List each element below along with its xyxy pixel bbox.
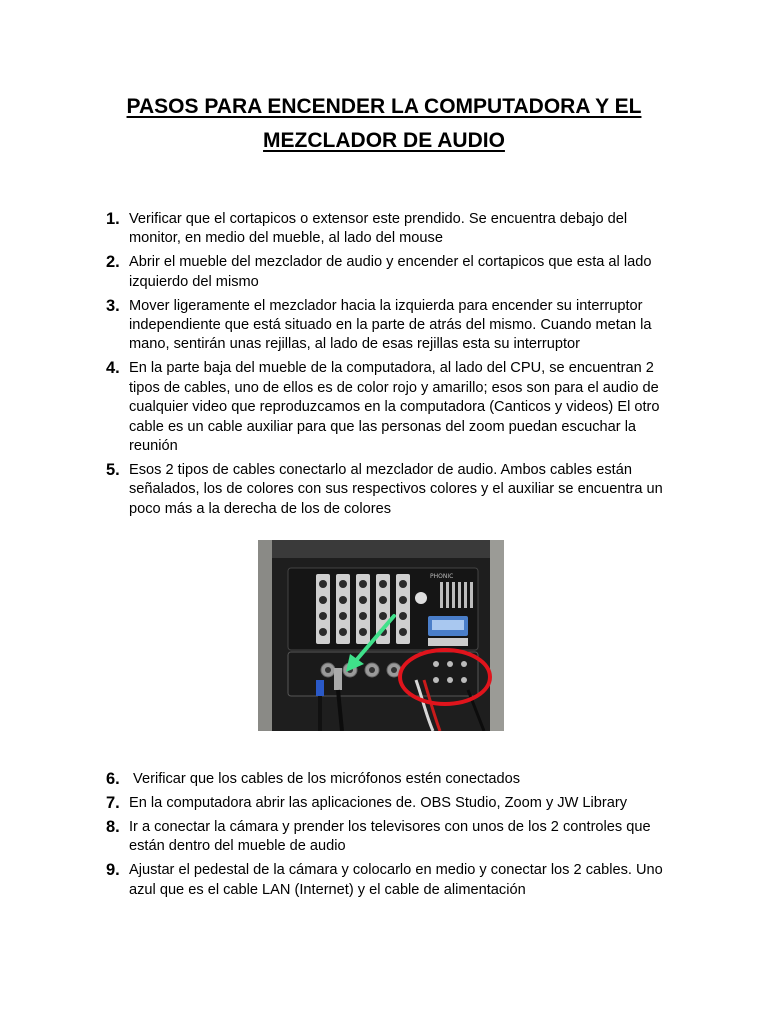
list-item	[106, 210, 666, 249]
mixer-photo	[258, 540, 504, 731]
step-number: 8.	[106, 817, 120, 836]
page-title	[60, 90, 708, 158]
step-text: Abrir el mueble del mezclador de audio y encender el cortapicos que esta al lado izquierdo del mismo	[129, 254, 652, 290]
step-text: Ajustar el pedestal de la cámara y colocarlo en medio y conectar los 2 cables. Uno azul que es el cable LAN (Internet) y el cable de alimentación	[129, 862, 663, 898]
step-text: Mover ligeramente el mezclador hacia la izquierda para encender su interruptor independiente que está situado en la parte de atrás del mismo. Cuando metan la mano, sentirán unas rejillas, al lado de esas rejillas esta su interruptor	[129, 297, 652, 353]
step-number: 3.	[106, 296, 120, 315]
step-number: 7.	[106, 793, 120, 812]
step-number: 1.	[106, 210, 120, 228]
step-text: Verificar que los cables de los micrófonos estén conectados	[129, 771, 521, 787]
step-number: 2.	[106, 253, 120, 272]
list-item	[106, 861, 666, 900]
step-number: 9.	[106, 861, 120, 880]
title-line-2: MEZCLADOR DE AUDIO	[263, 129, 505, 152]
list-item	[106, 770, 666, 789]
list-item	[106, 297, 666, 355]
steps-list-1	[106, 210, 666, 519]
step-number: 4.	[106, 359, 120, 378]
list-item	[106, 818, 666, 857]
step-text: Ir a conectar la cámara y prender los televisores con unos de los 2 controles que están dentro del mueble de audio	[129, 818, 651, 855]
step-text: Verificar que el cortapicos o extensor este prendido. Se encuentra debajo del monitor, en medio del mueble, al lado del mouse	[129, 211, 628, 247]
list-item	[106, 461, 666, 519]
step-text: Esos 2 tipos de cables conectarlo al mezclador de audio. Ambos cables están señalados, los de colores con sus respectivos colores y el auxiliar se encuentra un poco más a la derecha de los de colores	[129, 461, 663, 517]
list-item	[106, 794, 666, 813]
step-number: 5.	[106, 460, 120, 479]
step-number: 6.	[106, 770, 120, 788]
title-line-1: PASOS PARA ENCENDER LA COMPUTADORA Y EL	[126, 95, 642, 118]
list-item	[106, 359, 666, 456]
list-item	[106, 253, 666, 292]
step-text: En la computadora abrir las aplicaciones de. OBS Studio, Zoom y JW Library	[129, 794, 628, 811]
device-brand: PHONIC	[430, 573, 454, 580]
steps-list-2	[106, 770, 666, 900]
step-text: En la parte baja del mueble de la computadora, al lado del CPU, se encuentran 2 tipos de cables, uno de ellos es de color rojo y amarillo; esos son para el audio de cualquier video que reproduzcamos en la computadora (Canticos y videos) El otro cable es un cable auxiliar para que las personas del zoom puedan escuchar la reunión	[129, 360, 660, 454]
